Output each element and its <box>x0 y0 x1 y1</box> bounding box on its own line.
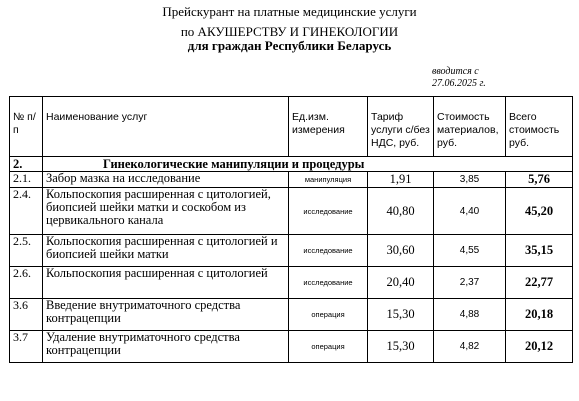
row-num: 3.6 <box>10 299 43 331</box>
row-num: 2.6. <box>10 267 43 299</box>
table-header-row <box>10 97 573 157</box>
table-row <box>10 235 573 267</box>
row-num: 3.7 <box>10 331 43 363</box>
effective-date-note <box>432 66 562 90</box>
row-num: 2.5. <box>10 235 43 267</box>
effective-date-value: 27.06.2025 г. <box>432 78 486 89</box>
row-tarif: 30,60 <box>368 235 434 267</box>
row-total: 20,18 <box>506 299 573 331</box>
row-service-name: Кольпоскопия расширенная с цитологией, биопсией шейки матки и соскобом из цервикального канала <box>43 188 289 235</box>
row-unit: операция <box>289 299 368 331</box>
document-title: Прейскурант на платные медицинские услуги <box>162 4 417 19</box>
row-service-name: Введение внутриматочного средства контрацепции <box>43 299 289 331</box>
row-unit: исследование <box>289 188 368 235</box>
row-tarif: 40,80 <box>368 188 434 235</box>
row-materials: 2,37 <box>434 267 506 299</box>
header-total: Всего стоимость руб. <box>506 97 573 157</box>
row-materials: 4,40 <box>434 188 506 235</box>
section-num: 2. <box>10 157 43 172</box>
table-row <box>10 267 573 299</box>
row-total: 5,76 <box>506 172 573 188</box>
row-service-name: Забор мазка на исследование <box>43 172 289 188</box>
row-num: 2.1. <box>10 172 43 188</box>
section-title: Гинекологические манипуляции и процедуры <box>43 157 573 172</box>
row-service-name: Кольпоскопия расширенная с цитологией и биопсией шейки матки <box>43 235 289 267</box>
header-num: № п/п <box>10 97 43 157</box>
table-row <box>10 172 573 188</box>
row-materials: 3,85 <box>434 172 506 188</box>
header-unit: Ед.изм. измерения <box>289 97 368 157</box>
header-tarif: Тариф услуги с/без НДС, руб. <box>368 97 434 157</box>
row-service-name: Кольпоскопия расширенная с цитологией <box>43 267 289 299</box>
effective-date-label: вводится с <box>432 66 479 77</box>
row-materials: 4,88 <box>434 299 506 331</box>
row-tarif: 20,40 <box>368 267 434 299</box>
header-name: Наименование услуг <box>43 97 289 157</box>
table-row <box>10 188 573 235</box>
row-num: 2.4. <box>10 188 43 235</box>
document-audience: для граждан Республики Беларусь <box>187 38 392 53</box>
row-tarif: 15,30 <box>368 331 434 363</box>
table-row <box>10 299 573 331</box>
table-row <box>10 331 573 363</box>
row-unit: исследование <box>289 235 368 267</box>
row-total: 22,77 <box>506 267 573 299</box>
row-unit: исследование <box>289 267 368 299</box>
row-materials: 4,82 <box>434 331 506 363</box>
row-unit: операция <box>289 331 368 363</box>
row-tarif: 1,91 <box>368 172 434 188</box>
row-total: 35,15 <box>506 235 573 267</box>
price-table <box>9 96 573 363</box>
row-unit: манипуляция <box>289 172 368 188</box>
row-materials: 4,55 <box>434 235 506 267</box>
row-tarif: 15,30 <box>368 299 434 331</box>
row-total: 45,20 <box>506 188 573 235</box>
header-materials: Стоимость материалов, руб. <box>434 97 506 157</box>
document-subtitle: по АКУШЕРСТВУ И ГИНЕКОЛОГИИ <box>180 24 399 39</box>
row-total: 20,12 <box>506 331 573 363</box>
section-row <box>10 157 573 172</box>
row-service-name: Удаление внутриматочного средства контрацепции <box>43 331 289 363</box>
